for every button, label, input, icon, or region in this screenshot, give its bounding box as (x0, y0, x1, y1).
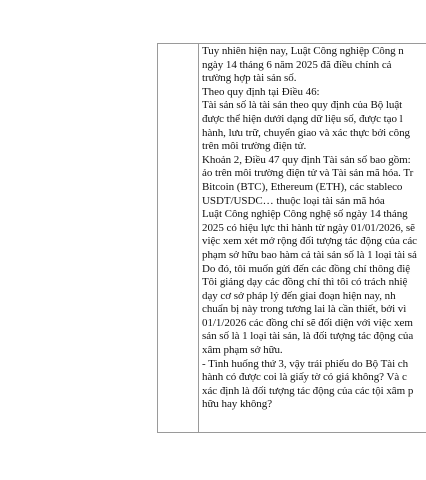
text-line: trên môi trường điện tử. (202, 140, 307, 153)
text-line: - Tình huống thứ 3, vậy trái phiếu do Bộ Tài ch (202, 357, 409, 370)
text-line: 01/1/2026 các đồng chí sẽ đối diện với việc xem (202, 316, 413, 329)
text-line: USDT/USDC… thuộc loại tài sản mã hóa (202, 194, 385, 207)
text-line: Tài sản số là tài sản theo quy định của Bộ luật (202, 99, 403, 112)
text-line: việc xem xét mở rộng đối tượng tác động của các (202, 235, 418, 248)
text-line: xác định là đối tượng tác động của các tội xâm p (202, 384, 414, 397)
text-line: trường hợp tài sản số. (202, 72, 297, 85)
text-line: Tuy nhiên hiện nay, Luật Công nghiệp Công n (202, 45, 404, 57)
text-line: Bitcoin (BTC), Ethereum (ETH), các stableco (202, 180, 403, 193)
text-line: xâm phạm sở hữu. (202, 344, 283, 357)
document-table (157, 43, 426, 433)
text-line: hành có được coi là giấy tờ có giá không? Và c (202, 371, 407, 384)
text-line: ảo trên môi trường điện tử và Tài sản mã hóa. Tr (202, 167, 414, 180)
text-line: hành, lưu trữ, chuyển giao và xác thực bởi công (202, 126, 410, 139)
text-line: chuẩn bị này trong tương lai là cần thiết, bởi vì (202, 303, 407, 316)
text-line: Khoản 2, Điều 47 quy định Tài sản số bao gồm: (202, 153, 411, 166)
text-line: 2025 có hiệu lực thi hành từ ngày 01/01/2026, sẽ (202, 221, 415, 234)
table-cell-content (202, 45, 426, 412)
text-line: hữu hay không? (202, 398, 273, 411)
text-line: được thể hiện dưới dạng dữ liệu số, được tạo l (202, 112, 403, 125)
text-line: dạy cơ sở pháp lý đến giai đoạn hiện nay, nh (202, 289, 396, 302)
text-line: Do đó, tôi muốn gửi đến các đồng chí thông điệ (202, 262, 411, 275)
text-line: ngày 14 tháng 6 năm 2025 đã điều chỉnh cả (202, 58, 392, 71)
text-line: Luật Công nghiệp Công nghệ số ngày 14 tháng (202, 208, 408, 221)
column-divider (198, 44, 199, 432)
text-line: Theo quy định tại Điều 46: (202, 85, 320, 98)
text-line: Tôi giảng dạy các đồng chí thì tôi có trách nhiệ (202, 276, 408, 289)
text-line: phạm sở hữu bao hàm cả tài sản số là 1 loại tài sả (202, 248, 417, 261)
text-line: sản số là 1 loại tài sản, là đối tượng tác động của (202, 330, 414, 343)
